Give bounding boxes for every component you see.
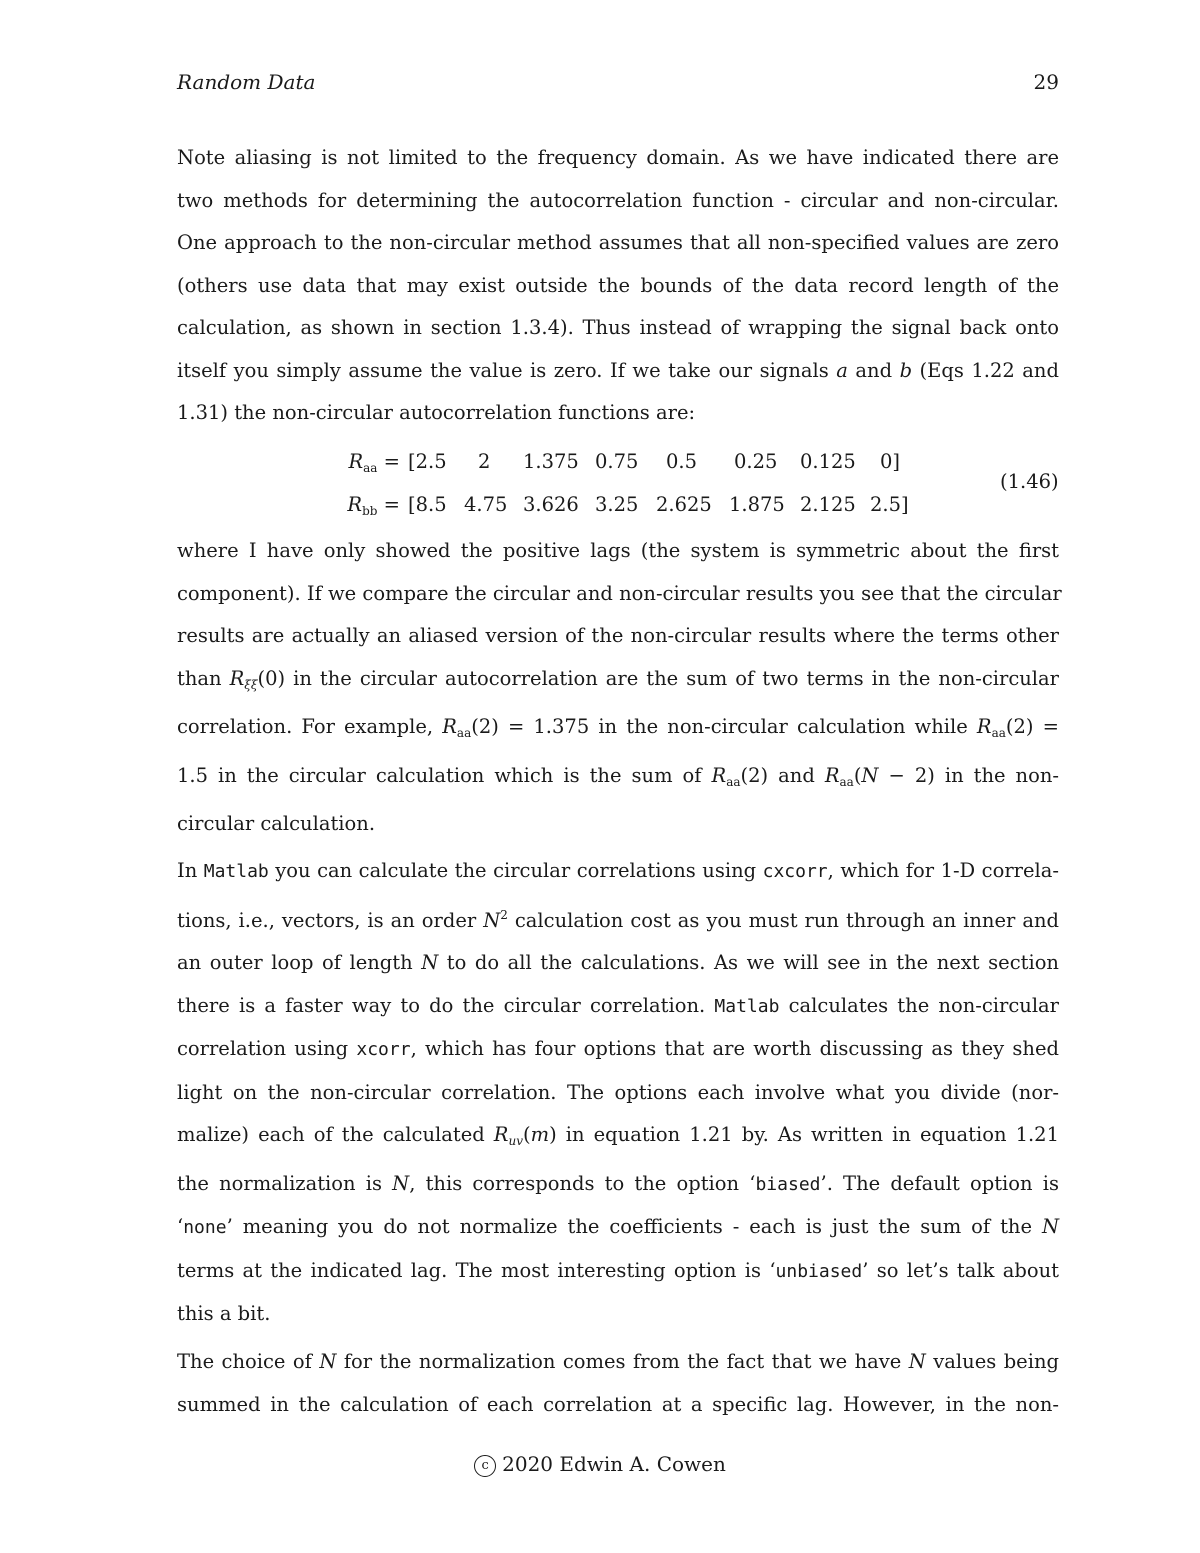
matrix-value: 4.75 bbox=[464, 493, 508, 516]
text-line: light on the non-circular correlation. The options each involve what you divide (nor- bbox=[177, 1080, 1059, 1104]
matrix-value: 2.625 bbox=[656, 493, 712, 516]
text-line: (others use data that may exist outside the bounds of the data record length of the bbox=[177, 273, 1059, 297]
matrix-value: 0.125 bbox=[800, 450, 856, 473]
equation-number: (1.46) bbox=[1000, 470, 1059, 493]
text-line: this a bit. bbox=[177, 1302, 271, 1325]
copyright-text: 2020 Edwin A. Cowen bbox=[502, 1452, 726, 1476]
text-line: summed in the calculation of each correlation at a specific lag. However, in the non- bbox=[177, 1392, 1059, 1416]
text-line: Note aliasing is not limited to the frequency domain. As we have indicated there are bbox=[177, 146, 1059, 169]
text-line: component). If we compare the circular and non-circular results you see that the circular bbox=[177, 581, 1062, 605]
matrix-value: 1.375 bbox=[523, 450, 579, 473]
text-line: calculation, as shown in section 1.3.4). Thus instead of wrapping the signal back onto bbox=[177, 316, 1059, 339]
copyright-footer bbox=[0, 1452, 1200, 1477]
matrix-value: 0] bbox=[880, 450, 901, 473]
paragraph-4 bbox=[177, 1341, 1059, 1426]
running-header-title: Random Data bbox=[177, 70, 316, 94]
matrix-value: 2.125 bbox=[800, 493, 856, 516]
paragraph-2 bbox=[177, 530, 1062, 846]
text-line: an outer loop of length N to do all the calculations. As we will see in the next section bbox=[177, 951, 1059, 974]
text-line: than $R_{\xi\xi}(0)$ in the circular autocorrelation are the sum of two terms in the non-circular bbox=[177, 666, 1059, 692]
text-line: correlation using xcorr, which has four options that are worth discussing as they shed bbox=[177, 1037, 1059, 1060]
matrix-value: [8.5 bbox=[408, 493, 447, 516]
matrix-value: 0.75 bbox=[595, 450, 639, 473]
paragraph-1 bbox=[177, 137, 1059, 435]
matrix-value: 3.626 bbox=[523, 493, 579, 516]
text-line: One approach to the non-circular method assumes that all non-specified values are zero bbox=[177, 231, 1059, 254]
text-line: In Matlab you can calculate the circular correlations using cxcorr, which for 1-D correla- bbox=[177, 859, 1059, 882]
matrix-value: 1.875 bbox=[729, 493, 785, 516]
text-line: there is a faster way to do the circular correlation. Matlab calculates the non-circular bbox=[177, 993, 1059, 1017]
text-line: correlation. For example, $R_{aa}(2) = 1.375$ in the non-circular calculation while $R_{aa}(2)$ = bbox=[177, 715, 1059, 740]
text-line: tions, i.e., vectors, is an order $N^2$ calculation cost as you must run through an inner and bbox=[177, 907, 1059, 932]
text-line: ‘none’ meaning you do not normalize the coefficients - each is just the sum of the N bbox=[177, 1215, 1059, 1238]
text-line: The choice of N for the normalization comes from the fact that we have N values being bbox=[177, 1350, 1059, 1373]
matrix-value: 3.25 bbox=[595, 493, 639, 516]
text-line: 1.5 in the circular calculation which is the sum of $R_{aa}(2)$ and $R_{aa}(N - 2)$ in the non- bbox=[177, 763, 1060, 789]
paragraph-3 bbox=[177, 850, 1059, 1336]
text-line: 1.31) the non-circular autocorrelation functions are: bbox=[177, 401, 696, 424]
text-line: malize) each of the calculated $R_{uv}(m)$ in equation 1.21 by. As written in equation 1.21 bbox=[177, 1123, 1059, 1148]
copyright-icon: c bbox=[474, 1455, 496, 1477]
matrix-value: 0.5 bbox=[666, 450, 698, 473]
text-line: the normalization is N, this corresponds to the option ‘biased’. The default option is bbox=[177, 1171, 1059, 1195]
matrix-value: 2 bbox=[478, 450, 491, 473]
text-line: itself you simply assume the value is zero. If we take our signals a and b (Eqs 1.22 and bbox=[177, 358, 1059, 382]
text-line: where I have only showed the positive lags (the system is symmetric about the first bbox=[177, 539, 1059, 562]
text-line: circular calculation. bbox=[177, 812, 376, 835]
matrix-value: 2.5] bbox=[870, 493, 909, 516]
matrix-value: 0.25 bbox=[734, 450, 778, 473]
text-line: results are actually an aliased version of the non-circular results where the terms other bbox=[177, 624, 1059, 647]
matrix-value: [2.5 bbox=[408, 450, 447, 473]
page-number: 29 bbox=[1033, 70, 1059, 94]
text-line: two methods for determining the autocorrelation function - circular and non-circular. bbox=[177, 188, 1059, 212]
text-line: terms at the indicated lag. The most interesting option is ‘unbiased’ so let’s talk about bbox=[177, 1258, 1059, 1282]
